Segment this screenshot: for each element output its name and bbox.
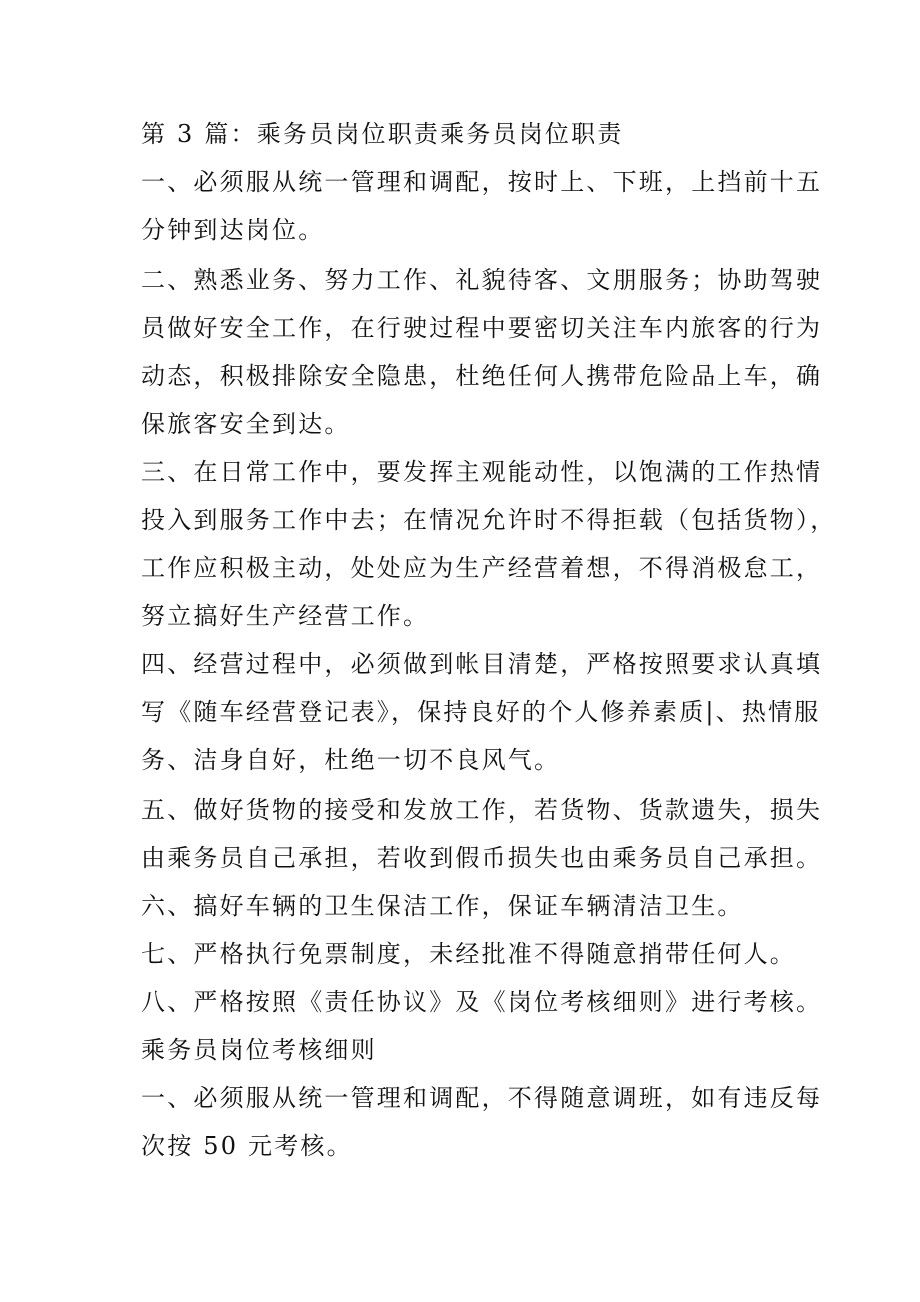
text-line: 三、在日常工作中，要发挥主观能动性，以饱满的工作热情 bbox=[141, 458, 823, 486]
text-line: 由乘务员自己承担，若收到假币损失也由乘务员自己承担。 bbox=[141, 844, 823, 872]
section-heading: 乘务员岗位考核细则 bbox=[141, 1036, 377, 1064]
text-line: 五、做好货物的接受和发放工作，若货物、货款遗失，损失 bbox=[141, 796, 823, 824]
text-line: 七、严格执行免票制度，未经批准不得随意捎带任何人。 bbox=[141, 940, 796, 968]
text-line: 次按 50 元考核。 bbox=[141, 1132, 353, 1160]
text-line: 员做好安全工作，在行驶过程中要密切关注车内旅客的行为 bbox=[141, 314, 823, 342]
document-title: 第 3 篇：乘务员岗位职责乘务员岗位职责 bbox=[141, 120, 624, 148]
text-line: 六、搞好车辆的卫生保洁工作，保证车辆清洁卫生。 bbox=[141, 892, 744, 920]
text-line: 二、熟悉业务、努力工作、礼貌待客、文朋服务；协助驾驶 bbox=[141, 266, 823, 294]
text-line: 工作应积极主动，处处应为生产经营着想，不得消极怠工， bbox=[141, 554, 823, 582]
text-line: 投入到服务工作中去；在情况允许时不得拒载（包括货物）， bbox=[141, 506, 837, 534]
text-line: 努立搞好生产经营工作。 bbox=[141, 602, 430, 630]
text-line: 八、严格按照《责任协议》及《岗位考核细则》进行考核。 bbox=[141, 988, 823, 1016]
text-line: 保旅客安全到达。 bbox=[141, 410, 351, 438]
text-line: 务、洁身自好，杜绝一切不良风气。 bbox=[141, 746, 561, 774]
text-line: 一、必须服从统一管理和调配，不得随意调班，如有违反每 bbox=[141, 1084, 823, 1112]
text-line: 分钟到达岗位。 bbox=[141, 216, 325, 244]
text-line: 一、必须服从统一管理和调配，按时上、下班，上挡前十五 bbox=[141, 168, 823, 196]
text-line: 四、经营过程中，必须做到帐目清楚，严格按照要求认真填 bbox=[141, 650, 823, 678]
text-line: 动态，积极排除安全隐患，杜绝任何人携带危险品上车，确 bbox=[141, 362, 823, 390]
text-line: 写《随车经营登记表》，保持良好的个人修养素质|、热情服 bbox=[141, 698, 821, 726]
